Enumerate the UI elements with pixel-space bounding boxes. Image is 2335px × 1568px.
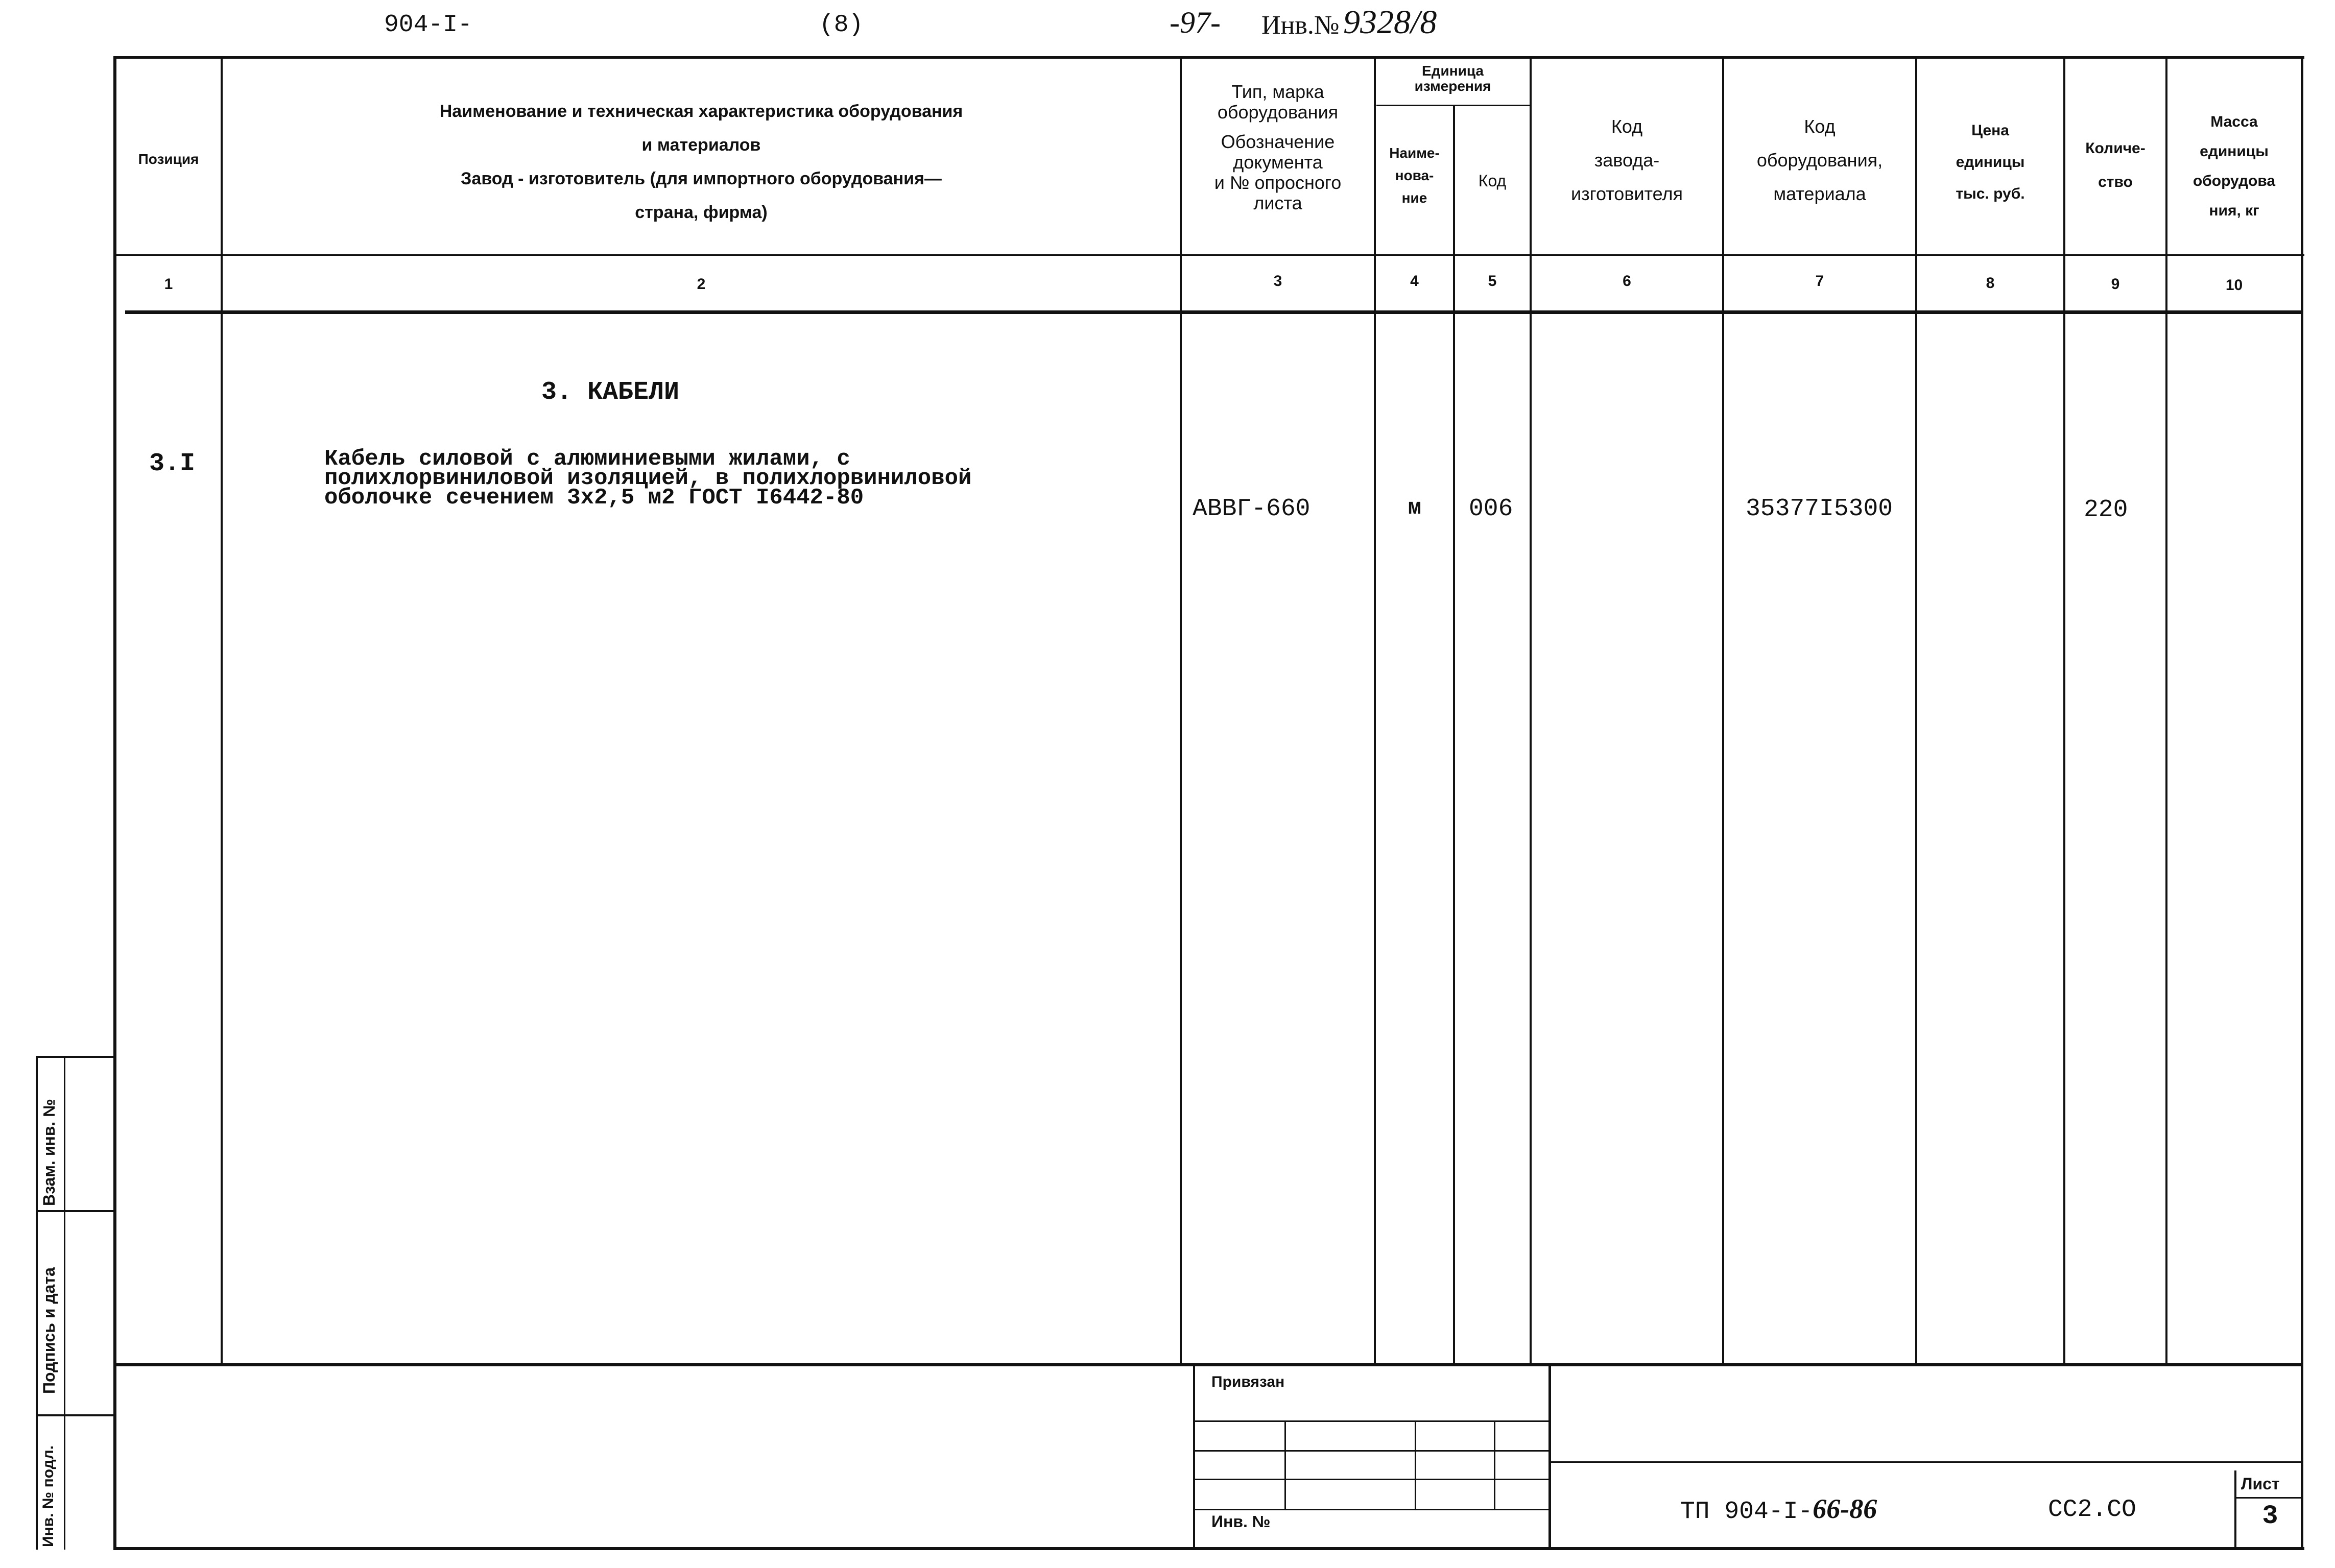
colnum-line [125,310,2301,314]
sheet-paren: (8) [819,11,864,39]
header-quantity [2065,132,2165,199]
col-line-4 [1453,105,1455,1363]
header-factory-code-line1: Код [1611,116,1643,137]
col-line-9 [2165,56,2167,1363]
footer-inv-no: Инв. № [1211,1512,1271,1531]
stamp-inv-podl: Инв. № подл. [40,1445,57,1547]
col-line-3 [1374,56,1376,1363]
footer-grid-h2 [1195,1450,1548,1452]
header-unit-line2: измерения [1414,78,1491,94]
header-unit-line1: Единица [1422,63,1484,79]
col-line-2 [1180,56,1182,1363]
colnum-2: 2 [697,276,706,293]
footer-grid-v3 [1494,1420,1495,1509]
side-strip-left [36,1057,38,1550]
header-unit-name-line2: нова- [1395,167,1434,183]
footer-grid-h1 [1195,1420,1548,1422]
header-price [1917,115,2063,210]
footer-privyazan-right [1548,1363,1551,1547]
row-position: 3.I [149,449,196,478]
header-type-line3: Обозначение [1221,131,1335,152]
footer-list-left [2234,1470,2236,1547]
footer-doc-code-hand: 66-86 [1813,1493,1877,1524]
header-name [223,94,1180,229]
header-unit [1376,63,1530,94]
page-mark: -97- [1170,6,1221,39]
row-type: АВВГ-660 [1193,495,1311,523]
footer-grid-v1 [1284,1420,1286,1509]
colnum-10: 10 [2225,277,2243,294]
header-unit-name-line3: ние [1401,190,1427,206]
footer-list-label: Лист [2241,1475,2280,1493]
header-unit-name [1376,142,1453,209]
footer-privyazan: Привязан [1211,1373,1285,1390]
header-type-line5: и № опросного [1214,172,1342,193]
footer-doc-code-print: ТП 904-I- [1680,1498,1813,1526]
frame-top [113,56,2304,59]
colnum-6: 6 [1623,273,1631,290]
footer-doc-code [1680,1493,1877,1526]
row-name [324,446,972,511]
header-factory-code-line3: изготовителя [1571,183,1683,204]
header-price-line1: Цена [1971,122,2009,139]
header-mass-line2: единицы [2200,143,2269,160]
col-line-5 [1530,56,1532,1363]
footer-title-mid [1551,1461,2301,1463]
col-line-1 [221,56,223,1363]
row-unit-code: 006 [1469,495,1513,523]
colnum-4: 4 [1410,273,1419,290]
col-line-7 [1915,56,1917,1363]
footer-privyazan-left [1193,1363,1195,1547]
header-type-line4: документа [1233,152,1323,173]
header-type-line6: листа [1253,192,1302,213]
header-type-line2: оборудования [1217,102,1339,123]
header-factory-code-line2: завода- [1594,150,1660,171]
header-mass-line1: Масса [2210,113,2258,130]
header-quantity-line1: Количе- [2085,140,2146,157]
inv-number: 9328/8 [1343,4,1437,41]
footer-list-number: 3 [2262,1501,2278,1531]
header-material-code-line2: оборудования, [1756,150,1883,171]
colnum-5: 5 [1488,273,1497,290]
header-line [113,254,2304,256]
header-mass-line4: ния, кг [2209,202,2259,219]
header-name-line3: Завод - изготовитель (для импортного оборудования— [461,169,942,188]
colnum-1: 1 [164,276,173,293]
colnum-3: 3 [1273,273,1282,290]
footer-grid-v2 [1415,1420,1416,1509]
row-name-line2: полихлорвиниловой изоляцией, в полихлорвиниловой [324,466,972,491]
colnum-9: 9 [2111,276,2120,293]
header-mass-line3: оборудова [2193,173,2276,189]
row-name-line1: Кабель силовой с алюминиевыми жилами, с [324,446,850,472]
side-strip-div1 [36,1210,115,1212]
stamp-vzam-inv: Взам. инв. № [40,1099,58,1206]
footer-grid-h4 [1195,1509,1548,1510]
footer-grid-h3 [1195,1479,1548,1480]
side-strip-mid [64,1057,65,1550]
header-factory-code [1532,110,1722,211]
colnum-7: 7 [1815,273,1824,290]
frame-right [2301,56,2303,1550]
header-unit-code: Код [1478,172,1507,190]
footer-sheet-code: СС2.СО [2048,1496,2136,1524]
header-material-code [1724,110,1915,211]
row-unit-name: м [1408,495,1422,521]
header-quantity-line2: ство [2098,174,2133,190]
header-price-line2: единицы [1956,154,2025,171]
row-quantity: 220 [2084,496,2128,524]
col-line-6 [1722,56,1724,1363]
series-code: 904-I- [384,11,472,39]
header-unit-name-line1: Наиме- [1389,145,1440,161]
header-type [1182,82,1374,213]
header-name-line4: страна, фирма) [635,203,768,222]
header-type-line1: Тип, марка [1231,81,1324,102]
colnum-8: 8 [1986,275,1995,292]
side-strip-div2 [36,1414,115,1416]
header-name-line2: и материалов [641,135,761,155]
frame-bottom [113,1547,2304,1550]
header-material-code-line1: Код [1804,116,1836,137]
footer-top-line [116,1363,2302,1366]
header-material-code-line3: материала [1773,183,1866,204]
col-line-8 [2063,56,2065,1363]
side-strip-top [36,1056,115,1058]
stamp-podpis-data: Подпись и дата [40,1267,58,1394]
row-material-code: 35377I5300 [1746,495,1893,523]
header-price-line3: тыс. руб. [1956,185,2025,202]
section-title: 3. КАБЕЛИ [541,378,680,407]
row-name-line3: оболочке сечением 3х2,5 м2 ГОСТ I6442-80 [324,485,864,511]
header-name-line1: Наименование и техническая характеристика оборудования [439,102,963,121]
inv-label: Инв.№ [1261,11,1340,40]
header-position: Позиция [138,151,199,167]
footer-list-line [2234,1497,2301,1499]
header-mass [2167,107,2301,226]
